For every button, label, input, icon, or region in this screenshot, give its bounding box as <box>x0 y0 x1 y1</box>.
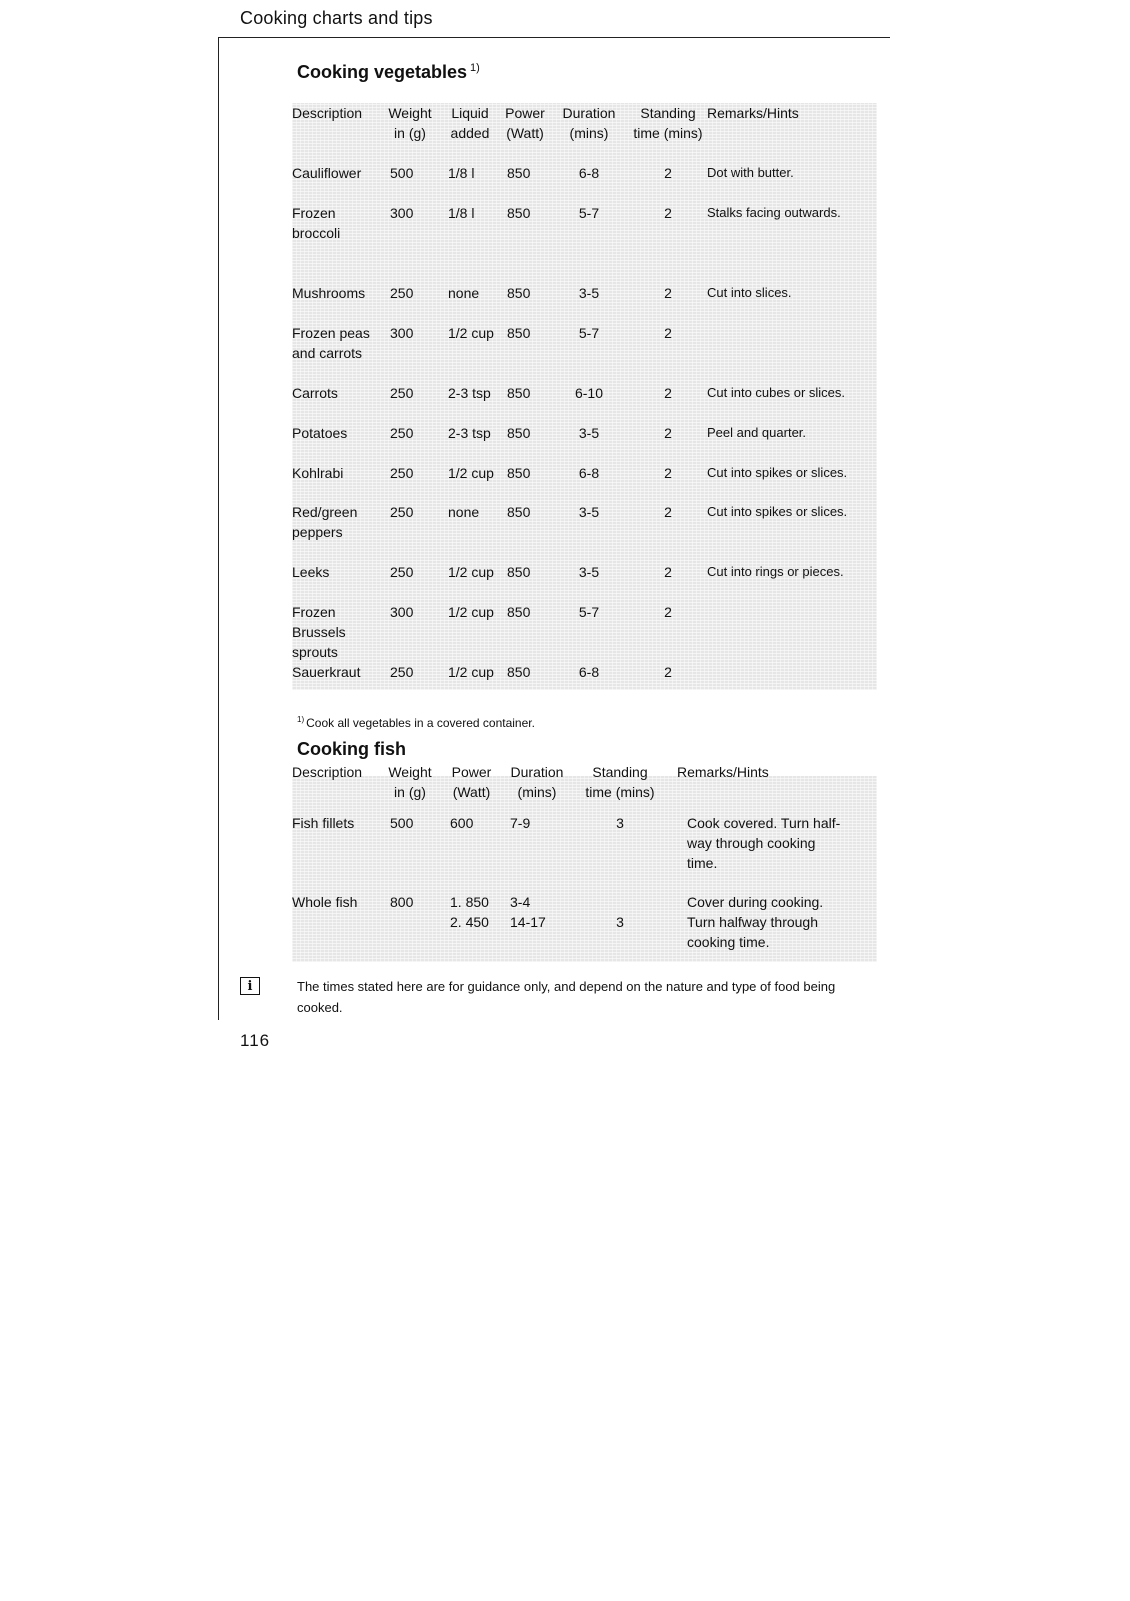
cell-duration: 3-4 14-17 <box>510 894 546 930</box>
cell-standing: 2 <box>664 325 672 341</box>
cell-power: 600 <box>450 815 474 831</box>
cell-weight: 250 <box>390 504 414 520</box>
cell-power: 850 <box>507 504 531 520</box>
fish-table <box>292 764 877 962</box>
cell-duration: 5-7 <box>578 604 600 620</box>
cell-weight: 250 <box>390 564 414 580</box>
cell-duration: 6-10 <box>574 385 604 401</box>
header-power: Power (Watt) <box>505 105 545 141</box>
cell-standing: 2 <box>664 604 672 620</box>
cell-standing: 2 <box>664 165 672 181</box>
header-standing: Standing time (mins) <box>633 105 703 141</box>
margin-rule <box>218 37 219 1020</box>
cell-standing: 3 <box>616 815 624 831</box>
cell-desc: Whole fish <box>292 894 358 910</box>
cell-weight: 300 <box>390 205 414 221</box>
cell-weight: 250 <box>390 385 414 401</box>
cell-power: 850 <box>507 465 531 481</box>
cell-duration: 6-8 <box>578 465 600 481</box>
fish-title: Cooking fish <box>297 739 406 759</box>
cell-standing: 2 <box>664 425 672 441</box>
cell-liquid: 1/2 cup <box>448 604 494 620</box>
cell-remarks: Dot with butter. <box>707 165 794 180</box>
cell-weight: 250 <box>390 465 414 481</box>
vegetables-table <box>292 103 877 690</box>
cell-power: 850 <box>507 604 531 620</box>
cell-duration: 5-7 <box>578 205 600 221</box>
cell-remarks: Cut into cubes or slices. <box>707 385 846 400</box>
cell-power: 850 <box>507 564 531 580</box>
cell-duration: 7-9 <box>510 815 531 831</box>
cell-standing: 2 <box>664 564 672 580</box>
cell-weight: 300 <box>390 604 414 620</box>
cell-standing: 2 <box>664 504 672 520</box>
cell-desc: Frozen broccoli <box>292 205 341 241</box>
header-weight: Weight in (g) <box>388 764 432 800</box>
cell-duration: 3-5 <box>578 504 600 520</box>
cell-desc: Kohlrabi <box>292 465 344 481</box>
cell-duration: 5-7 <box>578 325 600 341</box>
vegetables-footnote <box>297 715 535 730</box>
cell-desc: Carrots <box>292 385 338 401</box>
cell-liquid: 2-3 tsp <box>448 425 491 441</box>
cell-liquid: 1/2 cup <box>448 664 494 680</box>
cell-desc: Fish fillets <box>292 815 355 831</box>
cell-power: 850 <box>507 385 531 401</box>
cell-weight: 500 <box>390 165 414 181</box>
cell-remarks: Cook covered. Turn half- way through cooking time. <box>687 815 841 871</box>
cell-power: 1. 850 2. 450 <box>450 894 489 930</box>
cell-desc: Red/green peppers <box>292 504 358 540</box>
cell-remarks: Cover during cooking. Turn halfway through cooking time. <box>687 894 824 950</box>
cell-duration: 6-8 <box>578 664 600 680</box>
vegetables-title-footnote-marker: 1) <box>470 62 480 74</box>
cell-weight: 800 <box>390 894 414 910</box>
header-weight: Weight in (g) <box>388 105 432 141</box>
header-rule <box>218 37 890 38</box>
footnote-marker: 1) <box>297 715 305 724</box>
cell-desc: Leeks <box>292 564 330 580</box>
cell-remarks: Cut into spikes or slices. <box>707 465 848 480</box>
header-remarks: Remarks/Hints <box>677 764 769 780</box>
cell-weight: 250 <box>390 425 414 441</box>
cell-remarks: Cut into spikes or slices. <box>707 504 848 519</box>
cell-liquid: 1/2 cup <box>448 465 494 481</box>
cell-power: 850 <box>507 664 531 680</box>
cell-remarks: Peel and quarter. <box>707 425 807 440</box>
cell-power: 850 <box>507 425 531 441</box>
running-head: Cooking charts and tips <box>240 8 433 28</box>
vegetables-title <box>297 62 480 83</box>
page-number: 116 <box>240 1031 271 1050</box>
footnote-text: Cook all vegetables in a covered container. <box>306 716 535 730</box>
header-desc: Description <box>292 105 363 121</box>
vegetables-title-text: Cooking vegetables <box>297 62 468 82</box>
header-liquid: Liquid added <box>450 105 490 141</box>
header-duration: Duration (mins) <box>510 764 564 800</box>
cell-desc: Potatoes <box>292 425 348 441</box>
cell-liquid: 1/8 l <box>448 165 475 181</box>
cell-remarks: Stalks facing outwards. <box>707 205 841 220</box>
cell-standing: 2 <box>664 465 672 481</box>
cell-liquid: 1/2 cup <box>448 325 494 341</box>
cell-desc: Cauliflower <box>292 165 362 181</box>
info-icon: i <box>240 977 260 995</box>
cell-power: 850 <box>507 205 531 221</box>
cell-liquid: none <box>448 285 480 301</box>
cell-liquid: 1/8 l <box>448 205 475 221</box>
cell-remarks: Cut into slices. <box>707 285 792 300</box>
header-power: Power (Watt) <box>451 764 492 800</box>
info-note: The times stated here are for guidance only, and depend on the nature and type of food being cooked. <box>297 979 836 1015</box>
cell-duration: 6-8 <box>578 165 600 181</box>
cell-remarks: Cut into rings or pieces. <box>707 564 844 579</box>
cell-desc: Mushrooms <box>292 285 366 301</box>
cell-duration: 3-5 <box>578 425 600 441</box>
cell-weight: 300 <box>390 325 414 341</box>
cell-weight: 250 <box>390 285 414 301</box>
cell-desc: Sauerkraut <box>292 664 361 680</box>
header-desc: Description <box>292 764 363 780</box>
cell-standing: 2 <box>664 385 672 401</box>
cell-power: 850 <box>507 285 531 301</box>
cell-weight: 500 <box>390 815 414 831</box>
cell-desc: Frozen peas and carrots <box>292 325 370 361</box>
cell-liquid: none <box>448 504 480 520</box>
cell-standing: 2 <box>664 205 672 221</box>
cell-desc: Frozen Brussels sprouts <box>292 604 346 660</box>
cell-standing: 3 <box>616 914 624 930</box>
cell-weight: 250 <box>390 664 414 680</box>
header-duration: Duration (mins) <box>562 105 616 141</box>
cell-standing: 2 <box>664 285 672 301</box>
cell-liquid: 2-3 tsp <box>448 385 491 401</box>
cell-standing: 2 <box>664 664 672 680</box>
cell-duration: 3-5 <box>578 564 600 580</box>
header-standing: Standing time (mins) <box>585 764 655 800</box>
cell-duration: 3-5 <box>578 285 600 301</box>
cell-power: 850 <box>507 325 531 341</box>
header-remarks: Remarks/Hints <box>707 105 799 121</box>
cell-liquid: 1/2 cup <box>448 564 494 580</box>
cell-power: 850 <box>507 165 531 181</box>
